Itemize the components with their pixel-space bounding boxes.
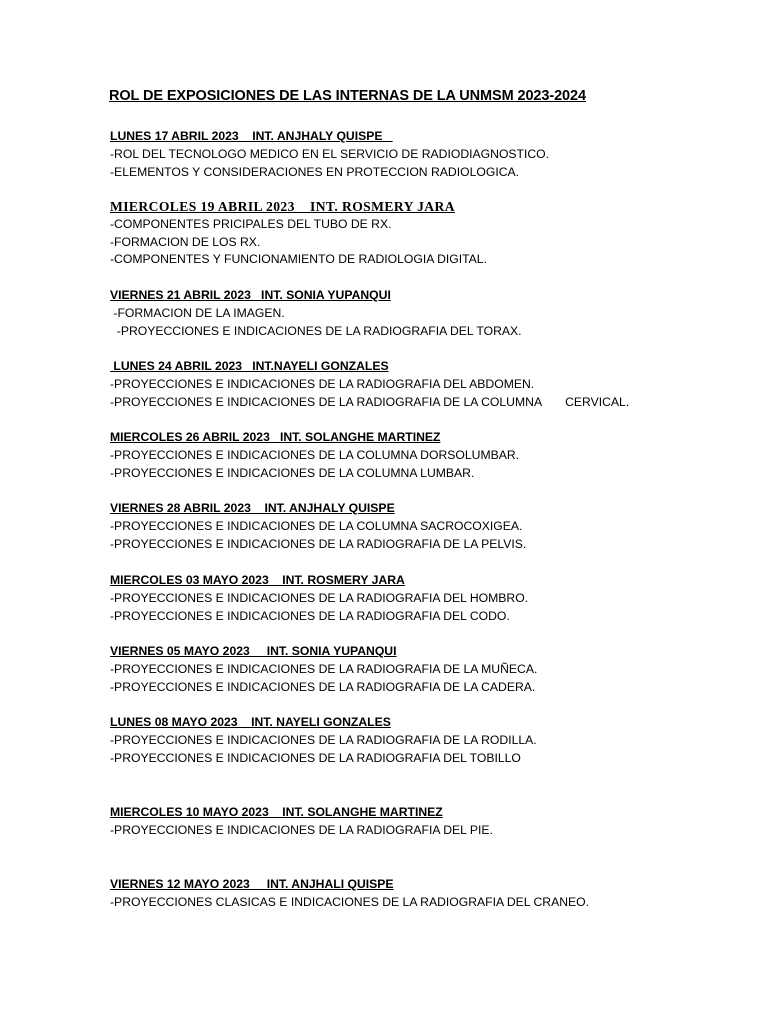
schedule-section <box>0 429 768 482</box>
schedule-section <box>0 714 768 767</box>
section-heading: VIERNES 28 ABRIL 2023 INT. ANJHALY QUISPE <box>110 501 395 515</box>
section-heading: VIERNES 05 MAYO 2023 INT. SONIA YUPANQUI <box>110 644 397 658</box>
section-heading: LUNES 08 MAYO 2023 INT. NAYELI GONZALES <box>110 715 391 729</box>
page-title: ROL DE EXPOSICIONES DE LAS INTERNAS DE LA UNMSM 2023-2024 <box>109 88 586 104</box>
topic-item: -FORMACION DE LA IMAGEN. <box>110 305 285 320</box>
schedule-section <box>0 358 768 411</box>
schedule-section <box>0 128 768 181</box>
section-heading: MIERCOLES 03 MAYO 2023 INT. ROSMERY JARA <box>110 573 405 587</box>
topic-item: -FORMACION DE LOS RX. <box>110 234 261 249</box>
topic-item: -PROYECCIONES E INDICACIONES DE LA RADIOGRAFIA DE LA COLUMNA CERVICAL. <box>110 394 630 409</box>
topic-item: -COMPONENTES PRICIPALES DEL TUBO DE RX. <box>110 216 392 231</box>
topic-item: -PROYECCIONES E INDICACIONES DE LA RADIOGRAFIA DEL PIE. <box>110 822 493 837</box>
section-heading: VIERNES 12 MAYO 2023 INT. ANJHALI QUISPE <box>110 877 394 891</box>
topic-item: -ELEMENTOS Y CONSIDERACIONES EN PROTECCION RADIOLOGICA. <box>110 164 520 179</box>
schedule-section <box>0 804 768 840</box>
section-heading: MIERCOLES 19 ABRIL 2023 INT. ROSMERY JARA <box>110 199 455 214</box>
topic-item: -PROYECCIONES E INDICACIONES DE LA RADIOGRAFIA DEL HOMBRO. <box>110 590 529 605</box>
topic-item: -PROYECCIONES E INDICACIONES DE LA RADIOGRAFIA DEL ABDOMEN. <box>110 376 535 391</box>
topic-item: -PROYECCIONES E INDICACIONES DE LA COLUMNA LUMBAR. <box>110 465 475 480</box>
section-heading: LUNES 24 ABRIL 2023 INT.NAYELI GONZALES <box>110 359 389 373</box>
section-heading: VIERNES 21 ABRIL 2023 INT. SONIA YUPANQUI <box>110 288 391 302</box>
topic-item: -PROYECCIONES E INDICACIONES DE LA COLUMNA SACROCOXIGEA. <box>110 518 523 533</box>
topic-item: -PROYECCIONES E INDICACIONES DE LA RADIOGRAFIA DEL TOBILLO <box>110 750 521 765</box>
schedule-section <box>0 876 768 912</box>
topic-item: -PROYECCIONES CLASICAS E INDICACIONES DE LA RADIOGRAFIA DEL CRANEO. <box>110 894 590 909</box>
topic-item: -PROYECCIONES E INDICACIONES DE LA RADIOGRAFIA DEL TORAX. <box>110 323 522 338</box>
topic-item: -ROL DEL TECNOLOGO MEDICO EN EL SERVICIO DE RADIODIAGNOSTICO. <box>110 146 550 161</box>
topic-item: -PROYECCIONES E INDICACIONES DE LA RADIOGRAFIA DE LA PELVIS. <box>110 536 527 551</box>
topic-item: -PROYECCIONES E INDICACIONES DE LA RADIOGRAFIA DEL CODO. <box>110 608 510 623</box>
schedule-section <box>0 572 768 625</box>
schedule-section <box>0 198 768 269</box>
topic-item: -PROYECCIONES E INDICACIONES DE LA COLUMNA DORSOLUMBAR. <box>110 447 520 462</box>
topic-item: -PROYECCIONES E INDICACIONES DE LA RADIOGRAFIA DE LA MUÑECA. <box>110 661 538 676</box>
topic-item: -PROYECCIONES E INDICACIONES DE LA RADIOGRAFIA DE LA RODILLA. <box>110 732 537 747</box>
section-heading: MIERCOLES 10 MAYO 2023 INT. SOLANGHE MARTINEZ <box>110 805 443 819</box>
schedule-section <box>0 287 768 340</box>
section-heading: MIERCOLES 26 ABRIL 2023 INT. SOLANGHE MARTINEZ <box>110 430 441 444</box>
schedule-section <box>0 643 768 696</box>
section-heading: LUNES 17 ABRIL 2023 INT. ANJHALY QUISPE <box>110 129 393 143</box>
topic-item: -COMPONENTES Y FUNCIONAMIENTO DE RADIOLOGIA DIGITAL. <box>110 252 487 267</box>
topic-item: -PROYECCIONES E INDICACIONES DE LA RADIOGRAFIA DE LA CADERA. <box>110 679 536 694</box>
schedule-section <box>0 500 768 553</box>
